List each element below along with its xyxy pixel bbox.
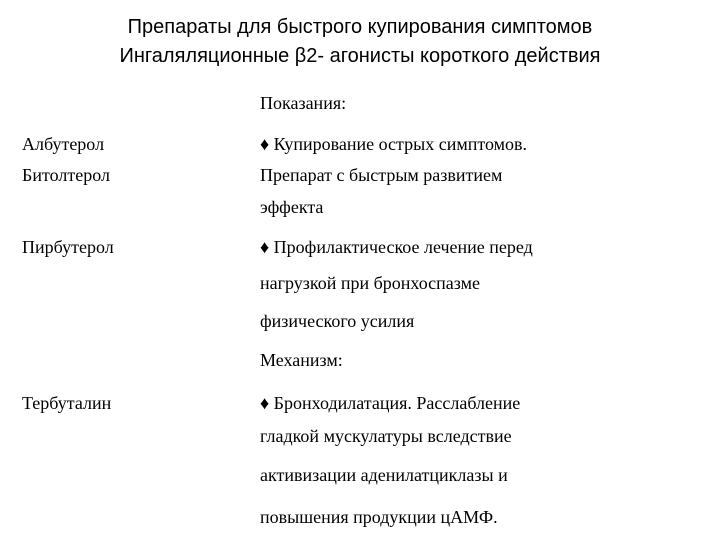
mechanism-line: гладкой мускулатуры вследствие [260, 426, 512, 446]
mechanism-line: повышения продукции цАМФ. [260, 507, 498, 527]
mechanism-heading: Механизм: [260, 350, 343, 370]
mechanism-line: ♦ Бронходилатация. Расслабление [260, 393, 521, 413]
slide-subtitle: Ингаляляционные β2- агонисты короткого действия [119, 45, 601, 67]
drug-terbutaline: Тербуталин [22, 393, 112, 413]
drug-albuterol: Албутерол [22, 134, 105, 154]
indication-line: нагрузкой при бронхоспазме [260, 273, 481, 293]
mechanism-line: активизации аденилатциклазы и [260, 465, 508, 485]
drug-bitolterol: Битолтерол [22, 165, 110, 185]
indication-line: эффекта [260, 197, 324, 217]
indication-line: физического усилия [260, 311, 415, 331]
indication-line: ♦ Профилактическое лечение перед [260, 237, 533, 257]
drug-pirbuterol: Пирбутерол [22, 237, 114, 257]
slide-title: Препараты для быстрого купирования симптомов [127, 16, 593, 38]
indications-heading: Показания: [260, 93, 347, 113]
indication-line: ♦ Купирование острых симптомов. [260, 134, 528, 154]
indication-line: Препарат с быстрым развитием [260, 165, 503, 185]
